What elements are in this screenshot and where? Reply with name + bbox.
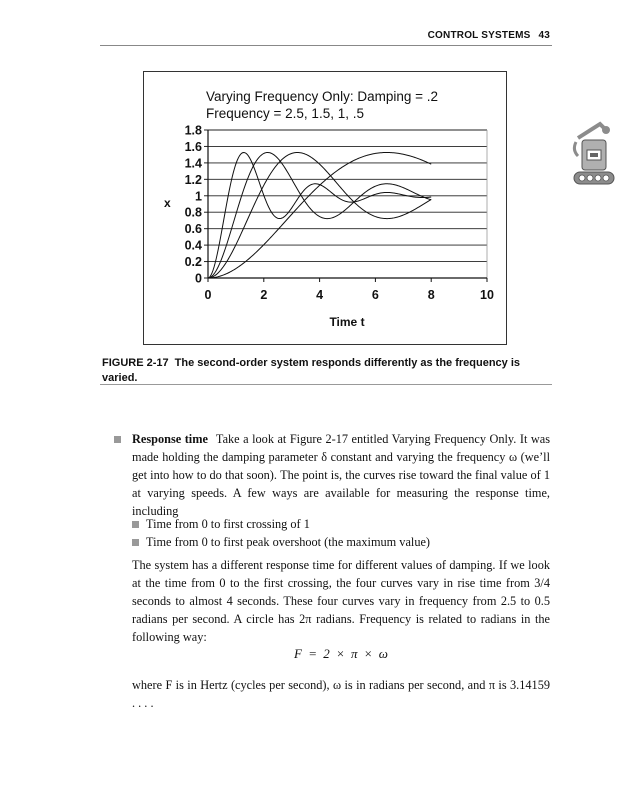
x-tick-label: 8	[427, 288, 435, 302]
series-line	[208, 152, 431, 278]
line-chart	[144, 72, 506, 344]
list-item: Time from 0 to first crossing of 1	[146, 517, 310, 531]
x-tick-label: 0	[204, 288, 212, 302]
y-tick-label: 1.2	[184, 172, 202, 187]
sub-bullet-marker	[132, 521, 139, 528]
series-line	[208, 152, 431, 278]
paragraph-text: Take a look at Figure 2-17 entitled Varying Frequency Only. It was made holding the damping parameter δ constant and varying the frequency ω (we’ll get into how to do that soon). The point is, the curves rise toward the final value of 1 at varying speeds. A few ways are available for measuring the response time, including	[132, 432, 551, 518]
x-tick-label: 2	[260, 288, 268, 302]
y-tick-label: 1.8	[184, 123, 202, 138]
paragraph-damping: The system has a different response time for different values of damping. If we look at the time from 0 to the first crossing, the four curves vary in rise time from 3/4 seconds to almost 4 seconds. These four curves vary in frequency from 2.5 to 0.5 radians per second. A circle has 2π radians. Frequency is related to radians in the following way:	[132, 558, 550, 644]
section-title: CONTROL SYSTEMS	[427, 30, 531, 41]
paragraph-units: where F is in Hertz (cycles per second), ω is in radians per second, and π is 3.14159 . . . .	[132, 678, 550, 710]
y-tick-label: 0.8	[184, 205, 202, 220]
x-tick-label: 4	[316, 288, 324, 302]
series-line	[208, 152, 431, 278]
caption-text: The second-order system responds differently as the frequency is varied.	[102, 357, 521, 384]
y-tick-label: 1	[195, 189, 202, 204]
robot-icon	[570, 120, 616, 190]
chart-title: Varying Frequency Only: Damping = .2	[206, 89, 438, 104]
y-tick-label: 1.6	[184, 139, 202, 154]
page-number: 43	[538, 30, 550, 41]
y-tick-label: 0.6	[184, 222, 202, 237]
chart-subtitle: Frequency = 2.5, 1.5, 1, .5	[206, 106, 364, 121]
figure-chart	[143, 71, 507, 345]
running-head	[428, 30, 550, 41]
y-tick-label: 0.2	[184, 255, 202, 270]
x-tick-label: 6	[371, 288, 379, 302]
series-line	[208, 152, 431, 278]
caption-rule	[100, 384, 552, 385]
sub-bullet-marker	[132, 539, 139, 546]
y-tick-label: 1.4	[184, 156, 202, 171]
x-tick-label: 10	[480, 288, 494, 302]
bullet-term: Response time	[132, 432, 208, 446]
y-axis-label: x	[164, 196, 171, 210]
y-tick-label: 0	[195, 271, 202, 286]
list-item: Time from 0 to first peak overshoot (the maximum value)	[146, 535, 431, 549]
figure-label: FIGURE 2-17	[102, 357, 169, 369]
x-axis-label: Time t	[329, 315, 365, 329]
equation: F = 2 × π × ω	[294, 646, 388, 661]
paragraph-response-time	[132, 430, 550, 520]
header-rule	[100, 45, 552, 46]
figure-caption	[102, 356, 542, 386]
bullet-marker	[114, 436, 121, 443]
y-tick-label: 0.4	[184, 238, 202, 253]
